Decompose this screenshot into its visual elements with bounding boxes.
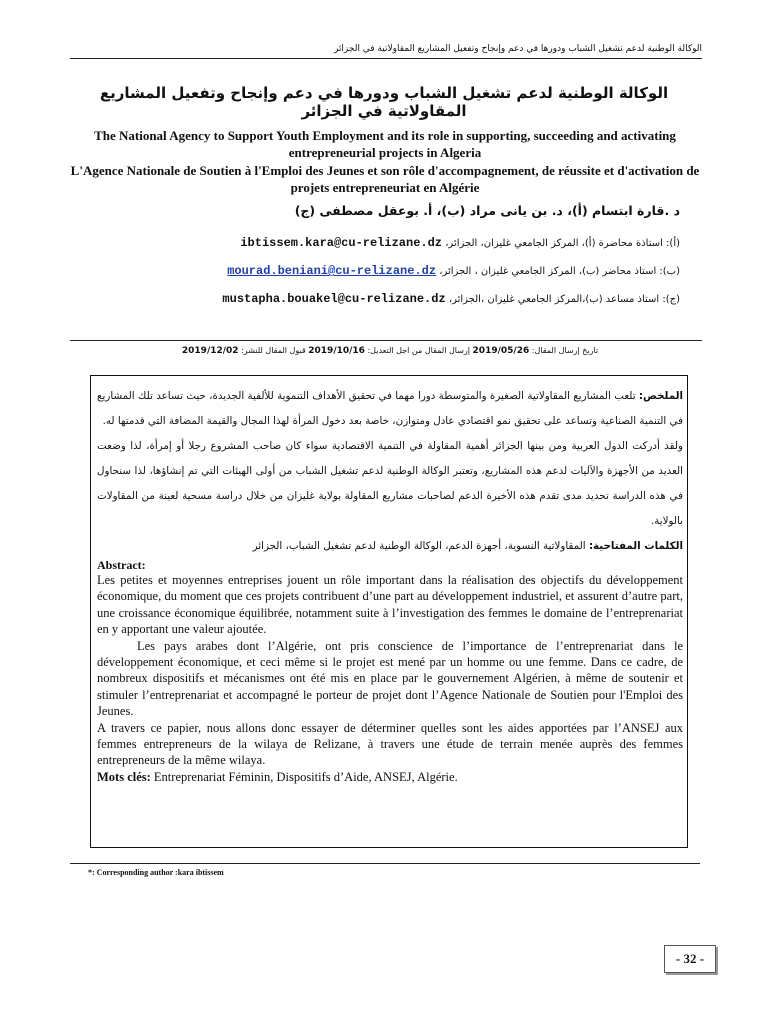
author-email-a[interactable]: ibtissem.kara@cu-relizane.dz: [240, 236, 442, 250]
abstract-french-p2: Les pays arabes dont l’Algérie, ont pris conscience de l’importance de l’entreprenariat dans le développement économique, et ceci même si le projet est mené par un homme ou une femme. Dans ce cadre, de nombreux dispositifs et mécanismes ont été mis en place par le gouvernement Algérien, à même de soutenir et stimuler l’entreprenariat et accompagné le porteur de projet dont l’Agence Nationale de Soutien pour l'Emploi des Jeunes.: [97, 638, 683, 719]
title-english: The National Agency to Support Youth Employment and its role in supporting, succeeding and activating entrepreneurial projects in Algeria: [94, 128, 676, 160]
affiliation-c-text: (ج): استاذ مساعد (ب)،المركز الجامعي غليزان ،الجزائر،: [448, 294, 680, 305]
abstract-french-p1: Les petites et moyennes entreprises jouent un rôle important dans la réalisation des objectifs du développement économique, du moment que ces projets contribuent d’une part au développement industriel, et assurent d’autre part, une croissance économique équilibrée, notamment suite à l’investigation des femmes le domaine de l’entreprenariat en y apportant une valeur ajoutée.: [97, 573, 683, 637]
received-label: تاريخ إرسال المقال:: [531, 346, 599, 355]
abstract-french-p3: A travers ce papier, nous allons donc essayer de déterminer quelles sont les aides apportées par l’ANSEJ aux femmes entrepreneurs de la wilaya de Relizane, à travers une étude de terrain menée auprès des femmes entrepreneurs de la même wilaya.: [97, 720, 683, 768]
running-header-text: الوكالة الوطنية لدعم تشغيل الشباب ودورها في دعم وإنجاح وتفعيل المشاريع المقاولاتية في الجزائر: [333, 44, 702, 54]
affiliation-c: [170, 292, 680, 306]
keywords-french-label: Mots clés:: [97, 769, 151, 784]
accepted-label: قبول المقال للنشر:: [241, 346, 306, 355]
keywords-french-text: Entreprenariat Féminin, Dispositifs d’Aide, ANSEJ, Algérie.: [153, 769, 458, 784]
abstract-arabic-p1: [97, 384, 683, 434]
footnote-divider: [70, 863, 700, 864]
abstract-arabic-label: الملخص:: [638, 390, 683, 402]
affiliation-a: [170, 236, 680, 250]
revised-date: 2019/10/16: [308, 346, 365, 356]
keywords-arabic: [97, 534, 683, 559]
received-date: 2019/05/26: [472, 346, 530, 356]
keywords-french: [97, 769, 683, 785]
affiliation-b: [170, 264, 680, 278]
corresponding-author-footnote: *: Corresponding author :kara ibtissem: [88, 868, 224, 877]
abstract-arabic-p2: ولقد أدركت الدول العربية ومن بينها الجزائر أهمية المقاولة في التنمية الاقتصادية سواء كان صاحب المشروع رجلا أو إمرأة، لذا وضعت العديد من الأجهزة والآليات لدعم هذه المشاريع، وتعتبر الوكالة الوطنية لدعم تشغيل الشباب من أولى الهيئات التي تم إنشاؤها، لذا سنحاول في هذه الدراسة تحديد مدى تقدم هذه الأخيرة الدعم لصاحبات مشاريع المقاولة بولاية غليزان من خلال دراسة مسحية لعينة من المقاولات بالولاية.: [97, 440, 683, 527]
dates-divider: [70, 340, 702, 341]
keywords-arabic-label: الكلمات المفتاحية:: [588, 540, 683, 552]
abstract-arabic-p1-text: تلعب المشاريع المقاولاتية الصغيرة والمتوسطة دورا مهما في تحقيق الأهداف التنموية للألفية الجديدة، حيث تساعد تلك المشاريع في التنمية الصناعية وتساعد على تحقيق نمو اقتصادي عادل ومتوازن، خاصة بعد دخول المرأة لهذا المجال والقيمة المضافة التي قدمتها له.: [97, 390, 683, 427]
revised-label: إرسال المقال من اجل التعديل:: [367, 346, 470, 355]
abstract-french-label: Abstract:: [97, 558, 146, 572]
author-email-c[interactable]: mustapha.bouakel@cu-relizane.dz: [222, 292, 446, 306]
accepted-date: 2019/12/02: [181, 346, 239, 356]
keywords-arabic-text: المقاولاتية النسوية، أجهزة الدعم، الوكالة الوطنية لدعم تشغيل الشباب، الجزائر: [252, 540, 586, 552]
title-french: L'Agence Nationale de Soutien à l'Emploi des Jeunes et son rôle d'accompagnement, de réussite et d'activation de projets entrepreneuriat en Algérie: [70, 163, 700, 195]
page-number: - 32 -: [664, 945, 716, 973]
submission-dates: [150, 346, 630, 356]
authors-line: د .قارة ابتسام (أ)، د. بن يانى مراد (ب)، أ. بوعقل مصطفى (ج): [294, 203, 680, 218]
title-arabic: الوكالة الوطنية لدعم تشغيل الشباب ودورها في دعم وإنجاح وتفعيل المشاريع المقاولاتية في الجزائر: [99, 84, 669, 120]
abstract-box: [90, 375, 688, 848]
author-email-b-link[interactable]: mourad.beniani@cu-relizane.dz: [227, 264, 437, 278]
affiliation-b-text: (ب): استاذ محاضر (ب)، المركز الجامعي غليزان ، الجزائر،: [439, 266, 680, 277]
affiliation-a-text: (أ): استاذة محاضرة (أ)، المركز الجامعي غليزان، الجزائر،: [445, 238, 680, 249]
running-header: [70, 44, 702, 59]
